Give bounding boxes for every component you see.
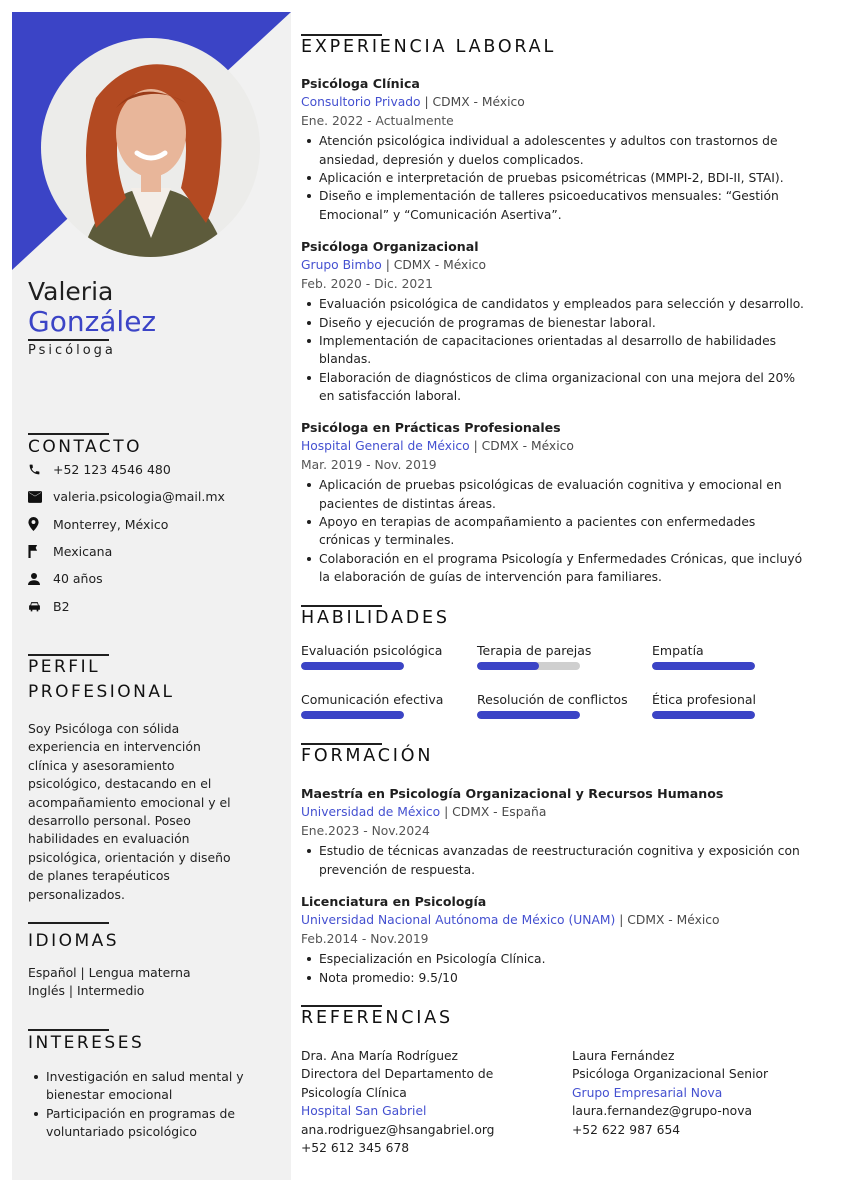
- job-dates: Ene. 2022 - Actualmente: [301, 113, 454, 128]
- list-item: Diseño y ejecución de programas de bienestar laboral.: [301, 314, 806, 332]
- contact-location: [28, 511, 268, 538]
- person-icon: [28, 573, 53, 585]
- contact-age: [28, 565, 268, 592]
- reference-position: Directora del Departamento de Psicología Clínica: [301, 1067, 494, 1100]
- contact-email: [28, 483, 268, 510]
- school-name: Universidad Nacional Autónoma de México (UNAM): [301, 913, 616, 928]
- reference-entry: [572, 1047, 802, 1139]
- job-company: Grupo Bimbo: [301, 258, 382, 273]
- languages-list: [28, 964, 243, 1001]
- skill-item: [301, 643, 471, 670]
- school-location: | CDMX - México: [615, 913, 720, 928]
- skill-bar: [652, 662, 755, 670]
- job-location: | CDMX - México: [469, 439, 574, 454]
- reference-organization: Grupo Empresarial Nova: [572, 1085, 723, 1100]
- phone-icon: [28, 463, 53, 476]
- job-company: Hospital General de México: [301, 439, 470, 454]
- education-dates: Ene.2023 - Nov.2024: [301, 823, 430, 838]
- reference-entry: [301, 1047, 516, 1157]
- reference-position: Psicóloga Organizacional Senior: [572, 1067, 769, 1082]
- contact-heading: CONTACTO: [28, 437, 142, 457]
- skill-label: Resolución de conflictos: [477, 692, 628, 707]
- skill-item: [652, 643, 822, 670]
- list-item: Aplicación e interpretación de pruebas psicométricas (MMPI-2, BDI-II, STAI).: [301, 169, 806, 187]
- education-heading: FORMACIÓN: [301, 746, 434, 766]
- contact-text: 40 años: [53, 571, 103, 587]
- education-dates: Feb.2014 - Nov.2019: [301, 931, 429, 946]
- education-entry: [301, 785, 806, 879]
- job-company-line: [301, 93, 806, 111]
- skill-item: [477, 692, 647, 719]
- skill-bar: [652, 711, 755, 719]
- interests-list: [28, 1068, 248, 1142]
- contact-license: [28, 592, 268, 619]
- list-item: Participación en programas de voluntariado psicológico: [28, 1105, 248, 1142]
- skill-bar: [477, 662, 580, 670]
- contact-phone: [28, 456, 268, 483]
- languages-heading: IDIOMAS: [28, 931, 120, 951]
- contact-text: valeria.psicologia@mail.mx: [53, 489, 225, 505]
- job-entry: [301, 238, 806, 406]
- reference-phone: +52 622 987 654: [572, 1122, 681, 1137]
- reference-email: ana.rodriguez@hsangabriel.org: [301, 1122, 495, 1137]
- skill-bar: [301, 711, 404, 719]
- car-icon: [28, 601, 53, 612]
- job-title: Psicóloga Clínica: [301, 76, 420, 91]
- contact-text: Mexicana: [53, 544, 113, 560]
- list-item: Elaboración de diagnósticos de clima organizacional con una mejora del 20% en satisfacción laboral.: [301, 369, 806, 406]
- job-dates: Feb. 2020 - Dic. 2021: [301, 276, 433, 291]
- reference-organization: Hospital San Gabriel: [301, 1104, 427, 1119]
- language-item: Inglés | Intermedio: [28, 983, 145, 999]
- degree-title: Licenciatura en Psicología: [301, 894, 487, 909]
- list-item: Apoyo en terapias de acompañamiento a pacientes con enfermedades crónicas y terminales.: [301, 513, 806, 550]
- divider: [28, 922, 109, 924]
- skill-label: Terapia de parejas: [477, 643, 592, 658]
- profile-heading-line1: PERFIL: [28, 657, 101, 677]
- job-company: Consultorio Privado: [301, 95, 421, 110]
- job-title: Psicóloga Organizacional: [301, 239, 479, 254]
- contact-nationality: [28, 538, 268, 565]
- skill-bar-fill: [652, 662, 755, 670]
- school-location: | CDMX - España: [440, 805, 547, 820]
- skill-bar-fill: [652, 711, 755, 719]
- job-company-line: [301, 437, 806, 455]
- job-entry: [301, 75, 806, 224]
- list-item: Colaboración en el programa Psicología y Enfermedades Crónicas, que incluyó la elaboración de guías de intervención para familiares.: [301, 550, 806, 587]
- skill-bar-fill: [477, 711, 580, 719]
- job-dates: Mar. 2019 - Nov. 2019: [301, 457, 437, 472]
- contact-text: B2: [53, 598, 70, 614]
- list-item: Investigación en salud mental y bienestar emocional: [28, 1068, 248, 1105]
- skills-heading: HABILIDADES: [301, 608, 450, 628]
- degree-title: Maestría en Psicología Organizacional y Recursos Humanos: [301, 786, 724, 801]
- list-item: Atención psicológica individual a adolescentes y adultos con trastornos de ansiedad, depresión y duelos complicados.: [301, 132, 806, 169]
- reference-name: Laura Fernández: [572, 1049, 675, 1063]
- first-name: Valeria: [28, 277, 114, 306]
- skill-bar: [477, 711, 580, 719]
- reference-phone: +52 612 345 678: [301, 1141, 410, 1156]
- list-item: Estudio de técnicas avanzadas de reestructuración cognitiva y exposición con prevención de respuesta.: [301, 842, 806, 879]
- mail-icon: [28, 491, 53, 503]
- profile-photo: [41, 38, 260, 257]
- job-company-line: [301, 256, 806, 274]
- job-bullets: [301, 132, 806, 224]
- contact-text: Monterrey, México: [53, 516, 169, 532]
- reference-name: Dra. Ana María Rodríguez: [301, 1049, 459, 1063]
- name-block: [28, 278, 156, 360]
- references-heading: REFERENCIAS: [301, 1008, 453, 1028]
- school-line: [301, 803, 806, 821]
- skill-bar-fill: [301, 662, 404, 670]
- profile-text: Soy Psicóloga con sólida experiencia en intervención clínica y asesoramiento psicológico, destacando en el acompañamiento emocional y el desarrollo personal. Poseo habilidades en evaluación psicológica, orientación y diseño de planes terapéuticos personalizados.: [28, 721, 231, 902]
- list-item: Aplicación de pruebas psicológicas de evaluación cognitiva y emocional en pacientes de distintas áreas.: [301, 476, 806, 513]
- profile-heading-line2: PROFESIONAL: [28, 682, 175, 702]
- education-bullets: [301, 950, 806, 987]
- skill-item: [477, 643, 647, 670]
- skill-bar-fill: [477, 662, 539, 670]
- location-pin-icon: [28, 517, 53, 531]
- job-bullets: [301, 476, 806, 586]
- skill-label: Ética profesional: [652, 692, 757, 707]
- language-item: Español | Lengua materna: [28, 965, 191, 980]
- school-name: Universidad de México: [301, 805, 441, 820]
- interests-heading: INTERESES: [28, 1033, 145, 1053]
- skill-bar: [301, 662, 404, 670]
- last-name: González: [28, 305, 157, 338]
- flag-icon: [28, 545, 53, 558]
- skill-item: [301, 692, 471, 719]
- list-item: Especialización en Psicología Clínica.: [301, 950, 806, 968]
- skill-label: Empatía: [652, 643, 704, 658]
- job-location: | CDMX - México: [381, 258, 487, 273]
- list-item: Diseño e implementación de talleres psicoeducativos mensuales: “Gestión Emocional” y “Comunicación Asertiva”.: [301, 187, 806, 224]
- job-title: Psicóloga en Prácticas Profesionales: [301, 420, 561, 435]
- list-item: Evaluación psicológica de candidatos y empleados para selección y desarrollo.: [301, 295, 806, 313]
- job-role: Psicóloga: [28, 342, 116, 358]
- job-location: | CDMX - México: [420, 95, 525, 110]
- education-entry: [301, 893, 806, 987]
- skill-bar-fill: [301, 711, 404, 719]
- contact-list: [28, 456, 268, 620]
- skill-label: Evaluación psicológica: [301, 643, 443, 658]
- reference-email: laura.fernandez@grupo-nova: [572, 1104, 753, 1119]
- education-bullets: [301, 842, 806, 879]
- list-item: Nota promedio: 9.5/10: [301, 969, 806, 987]
- skill-label: Comunicación efectiva: [301, 692, 444, 707]
- skill-item: [652, 692, 822, 719]
- list-item: Implementación de capacitaciones orientadas al desarrollo de habilidades blandas.: [301, 332, 806, 369]
- divider: [28, 339, 109, 341]
- contact-text: +52 123 4546 480: [53, 462, 171, 478]
- school-line: [301, 911, 806, 929]
- job-bullets: [301, 295, 806, 405]
- experience-heading: EXPERIENCIA LABORAL: [301, 37, 557, 57]
- job-entry: [301, 419, 806, 587]
